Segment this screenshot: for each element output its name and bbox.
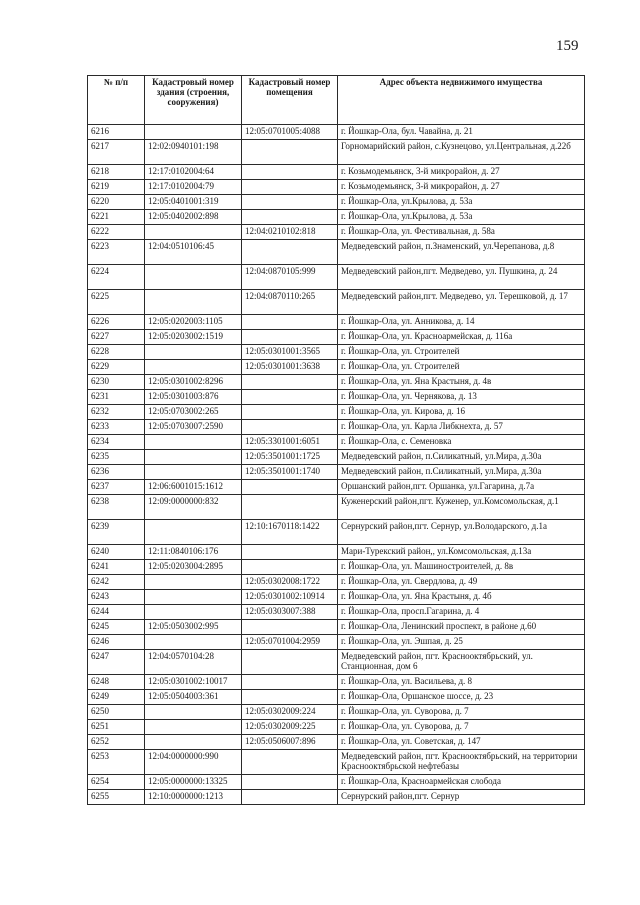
address-cell: г. Йошкар-Ола, Оршанское шоссе, д. 23 <box>338 690 585 705</box>
building-cadastral-cell <box>145 465 242 480</box>
room-cadastral-cell <box>242 495 338 520</box>
building-cadastral-cell: 12:06:6001015:1612 <box>145 480 242 495</box>
building-cadastral-cell <box>145 265 242 290</box>
building-cadastral-cell <box>145 360 242 375</box>
building-cadastral-cell: 12:05:0703002:265 <box>145 405 242 420</box>
row-number-cell: 6224 <box>88 265 145 290</box>
room-cadastral-cell <box>242 165 338 180</box>
row-number-cell: 6249 <box>88 690 145 705</box>
address-cell: г. Йошкар-Ола, Красноармейская слобода <box>338 775 585 790</box>
row-number-cell: 6230 <box>88 375 145 390</box>
room-cadastral-cell: 12:05:0302009:224 <box>242 705 338 720</box>
row-number-cell: 6248 <box>88 675 145 690</box>
room-cadastral-cell <box>242 180 338 195</box>
building-cadastral-cell <box>145 635 242 650</box>
room-cadastral-cell <box>242 375 338 390</box>
table-row <box>88 605 585 620</box>
room-cadastral-cell <box>242 560 338 575</box>
room-cadastral-cell <box>242 240 338 265</box>
room-cadastral-cell <box>242 315 338 330</box>
address-cell: г. Йошкар-Ола, ул. Строителей <box>338 360 585 375</box>
building-cadastral-cell: 12:05:0203004:2895 <box>145 560 242 575</box>
room-cadastral-cell: 12:05:3501001:1725 <box>242 450 338 465</box>
table-row <box>88 265 585 290</box>
header-building-cadastral: Кадастровый номер здания (строения, сооружения) <box>145 76 242 125</box>
row-number-cell: 6222 <box>88 225 145 240</box>
building-cadastral-cell <box>145 450 242 465</box>
room-cadastral-cell: 12:05:0302009:225 <box>242 720 338 735</box>
row-number-cell: 6229 <box>88 360 145 375</box>
table-row <box>88 210 585 225</box>
table-row <box>88 315 585 330</box>
room-cadastral-cell <box>242 420 338 435</box>
address-cell: Медведевский район, п.Силикатный, ул.Мира, д.30а <box>338 465 585 480</box>
table-row <box>88 390 585 405</box>
room-cadastral-cell: 12:05:0301001:3638 <box>242 360 338 375</box>
header-room-cadastral: Кадастровый номер помещения <box>242 76 338 125</box>
row-number-cell: 6228 <box>88 345 145 360</box>
table-row <box>88 720 585 735</box>
address-cell: Медведевский район, п.Силикатный, ул.Мира, д.30а <box>338 450 585 465</box>
table-row <box>88 705 585 720</box>
address-cell: г. Козьмодемьянск, 3-й микрорайон, д. 27 <box>338 165 585 180</box>
building-cadastral-cell: 12:05:0000000:13325 <box>145 775 242 790</box>
row-number-cell: 6232 <box>88 405 145 420</box>
building-cadastral-cell: 12:10:0000000:1213 <box>145 790 242 805</box>
header-address: Адрес объекта недвижимого имущества <box>338 76 585 125</box>
address-cell: г. Йошкар-Ола, ул. Анникова, д. 14 <box>338 315 585 330</box>
table-row <box>88 125 585 140</box>
building-cadastral-cell: 12:17:0102004:79 <box>145 180 242 195</box>
room-cadastral-cell: 12:04:0210102:818 <box>242 225 338 240</box>
table-row <box>88 675 585 690</box>
room-cadastral-cell <box>242 330 338 345</box>
table-row <box>88 290 585 315</box>
address-cell: Сернурский район,пгт. Сернур, ул.Володарского, д.1а <box>338 520 585 545</box>
room-cadastral-cell <box>242 650 338 675</box>
room-cadastral-cell: 12:05:3301001:6051 <box>242 435 338 450</box>
row-number-cell: 6238 <box>88 495 145 520</box>
row-number-cell: 6241 <box>88 560 145 575</box>
table-row <box>88 520 585 545</box>
building-cadastral-cell <box>145 225 242 240</box>
row-number-cell: 6236 <box>88 465 145 480</box>
table-row <box>88 435 585 450</box>
row-number-cell: 6251 <box>88 720 145 735</box>
building-cadastral-cell: 12:02:0940101:198 <box>145 140 242 165</box>
address-cell: Сернурский район,пгт. Сернур <box>338 790 585 805</box>
row-number-cell: 6235 <box>88 450 145 465</box>
table-row <box>88 360 585 375</box>
table-row <box>88 375 585 390</box>
room-cadastral-cell <box>242 390 338 405</box>
page-number: 159 <box>556 38 579 54</box>
row-number-cell: 6218 <box>88 165 145 180</box>
building-cadastral-cell: 12:05:0203002:1519 <box>145 330 242 345</box>
room-cadastral-cell <box>242 405 338 420</box>
address-cell: Горномарийский район, с.Кузнецово, ул.Центральная, д.22б <box>338 140 585 165</box>
row-number-cell: 6254 <box>88 775 145 790</box>
building-cadastral-cell <box>145 590 242 605</box>
table-row <box>88 650 585 675</box>
room-cadastral-cell: 12:05:0701005:4088 <box>242 125 338 140</box>
table-row <box>88 635 585 650</box>
row-number-cell: 6240 <box>88 545 145 560</box>
address-cell: г. Йошкар-Ола, ул. Суворова, д. 7 <box>338 705 585 720</box>
building-cadastral-cell <box>145 575 242 590</box>
building-cadastral-cell: 12:05:0202003:1105 <box>145 315 242 330</box>
address-cell: Медведевский район,пгт. Медведево, ул. Терешковой, д. 17 <box>338 290 585 315</box>
room-cadastral-cell <box>242 210 338 225</box>
header-number: № п/п <box>88 76 145 125</box>
address-cell: г. Йошкар-Ола, ул. Свердлова, д. 49 <box>338 575 585 590</box>
row-number-cell: 6216 <box>88 125 145 140</box>
table-row <box>88 560 585 575</box>
building-cadastral-cell: 12:09:0000000:832 <box>145 495 242 520</box>
row-number-cell: 6246 <box>88 635 145 650</box>
address-cell: г. Йошкар-Ола, ул. Кирова, д. 16 <box>338 405 585 420</box>
row-number-cell: 6223 <box>88 240 145 265</box>
address-cell: г. Йошкар-Ола, ул. Эшпая, д. 25 <box>338 635 585 650</box>
building-cadastral-cell: 12:05:0401001:319 <box>145 195 242 210</box>
address-cell: г. Йошкар-Ола, ул. Яна Крастыня, д. 4б <box>338 590 585 605</box>
building-cadastral-cell: 12:05:0301002:10017 <box>145 675 242 690</box>
building-cadastral-cell: 12:04:0510106:45 <box>145 240 242 265</box>
room-cadastral-cell: 12:05:0303007:388 <box>242 605 338 620</box>
building-cadastral-cell: 12:05:0504003:361 <box>145 690 242 705</box>
room-cadastral-cell <box>242 690 338 705</box>
address-cell: г. Козьмодемьянск, 3-й микрорайон, д. 27 <box>338 180 585 195</box>
address-cell: Куженерский район,пгт. Куженер, ул.Комсомольская, д.1 <box>338 495 585 520</box>
address-cell: Медведевский район, пгт. Красноoктябрьский, на территории Красноoктябрьской нефтебазы <box>338 750 585 775</box>
table-row <box>88 405 585 420</box>
building-cadastral-cell <box>145 125 242 140</box>
room-cadastral-cell <box>242 775 338 790</box>
building-cadastral-cell <box>145 605 242 620</box>
row-number-cell: 6245 <box>88 620 145 635</box>
row-number-cell: 6239 <box>88 520 145 545</box>
table-row <box>88 790 585 805</box>
row-number-cell: 6225 <box>88 290 145 315</box>
table-row <box>88 620 585 635</box>
room-cadastral-cell: 12:05:0506007:896 <box>242 735 338 750</box>
table-row <box>88 750 585 775</box>
table-header-row <box>88 76 585 125</box>
row-number-cell: 6237 <box>88 480 145 495</box>
table-row <box>88 345 585 360</box>
address-cell: Оршанский район,пгт. Оршанка, ул.Гагарина, д.7а <box>338 480 585 495</box>
address-cell: г. Йошкар-Ола, ул. Советская, д. 147 <box>338 735 585 750</box>
row-number-cell: 6217 <box>88 140 145 165</box>
address-cell: г. Йошкар-Ола, с. Семеновка <box>338 435 585 450</box>
building-cadastral-cell: 12:05:0301002:8296 <box>145 375 242 390</box>
property-registry-table <box>87 75 585 805</box>
building-cadastral-cell <box>145 735 242 750</box>
row-number-cell: 6250 <box>88 705 145 720</box>
address-cell: г. Йошкар-Ола, ул. Строителей <box>338 345 585 360</box>
row-number-cell: 6219 <box>88 180 145 195</box>
row-number-cell: 6220 <box>88 195 145 210</box>
table-row <box>88 690 585 705</box>
room-cadastral-cell <box>242 675 338 690</box>
address-cell: г. Йошкар-Ола, ул.Крылова, д. 53а <box>338 210 585 225</box>
address-cell: Медведевский район, п.Знаменский, ул.Черепанова, д.8 <box>338 240 585 265</box>
row-number-cell: 6221 <box>88 210 145 225</box>
building-cadastral-cell: 12:04:0570104:28 <box>145 650 242 675</box>
table-row <box>88 165 585 180</box>
address-cell: г. Йошкар-Ола, просп.Гагарина, д. 4 <box>338 605 585 620</box>
table-row <box>88 180 585 195</box>
row-number-cell: 6234 <box>88 435 145 450</box>
building-cadastral-cell: 12:05:0402002:898 <box>145 210 242 225</box>
table-row <box>88 545 585 560</box>
table-body <box>88 125 585 805</box>
building-cadastral-cell: 12:05:0503002:995 <box>145 620 242 635</box>
address-cell: г. Йошкар-Ола, ул. Суворова, д. 7 <box>338 720 585 735</box>
address-cell: г. Йошкар-Ола, ул.Крылова, д. 53а <box>338 195 585 210</box>
room-cadastral-cell <box>242 480 338 495</box>
address-cell: г. Йошкар-Ола, ул. Карла Либкнехта, д. 57 <box>338 420 585 435</box>
room-cadastral-cell <box>242 140 338 165</box>
table-row <box>88 420 585 435</box>
table-row <box>88 225 585 240</box>
table-row <box>88 240 585 265</box>
address-cell: г. Йошкар-Ола, ул. Яна Крастыня, д. 4в <box>338 375 585 390</box>
row-number-cell: 6226 <box>88 315 145 330</box>
row-number-cell: 6255 <box>88 790 145 805</box>
address-cell: Медведевский район, пгт. Красноoктябрьский, ул. Станционная, дом 6 <box>338 650 585 675</box>
room-cadastral-cell: 12:04:0870105:999 <box>242 265 338 290</box>
table-row <box>88 775 585 790</box>
table-row <box>88 450 585 465</box>
room-cadastral-cell: 12:05:0302008:1722 <box>242 575 338 590</box>
address-cell: г. Йошкар-Ола, ул. Фестивальная, д. 58а <box>338 225 585 240</box>
row-number-cell: 6242 <box>88 575 145 590</box>
address-cell: г. Йошкар-Ола, Ленинский проспект, в районе д.60 <box>338 620 585 635</box>
table-row <box>88 575 585 590</box>
row-number-cell: 6244 <box>88 605 145 620</box>
address-cell: г. Йошкар-Ола, бул. Чавайна, д. 21 <box>338 125 585 140</box>
building-cadastral-cell: 12:05:0703007:2590 <box>145 420 242 435</box>
building-cadastral-cell: 12:04:0000000:990 <box>145 750 242 775</box>
room-cadastral-cell: 12:10:1670118:1422 <box>242 520 338 545</box>
address-cell: г. Йошкар-Ола, ул. Чернякова, д. 13 <box>338 390 585 405</box>
room-cadastral-cell: 12:05:0701004:2959 <box>242 635 338 650</box>
table-row <box>88 735 585 750</box>
address-cell: г. Йошкар-Ола, ул. Машиностроителей, д. 8в <box>338 560 585 575</box>
row-number-cell: 6252 <box>88 735 145 750</box>
row-number-cell: 6247 <box>88 650 145 675</box>
address-cell: г. Йошкар-Ола, ул. Васильева, д. 8 <box>338 675 585 690</box>
building-cadastral-cell <box>145 435 242 450</box>
address-cell: Мари-Турекский район,, ул.Комсомольская, д.13а <box>338 545 585 560</box>
table-row <box>88 140 585 165</box>
address-cell: Медведевский район,пгт. Медведево, ул. Пушкина, д. 24 <box>338 265 585 290</box>
room-cadastral-cell <box>242 750 338 775</box>
building-cadastral-cell: 12:11:0840106:176 <box>145 545 242 560</box>
table-row <box>88 195 585 210</box>
row-number-cell: 6243 <box>88 590 145 605</box>
room-cadastral-cell <box>242 790 338 805</box>
room-cadastral-cell: 12:05:0301002:10914 <box>242 590 338 605</box>
building-cadastral-cell <box>145 520 242 545</box>
row-number-cell: 6227 <box>88 330 145 345</box>
table-row <box>88 480 585 495</box>
room-cadastral-cell: 12:05:0301001:3565 <box>242 345 338 360</box>
room-cadastral-cell <box>242 620 338 635</box>
table-row <box>88 465 585 480</box>
row-number-cell: 6233 <box>88 420 145 435</box>
building-cadastral-cell: 12:05:0301003:876 <box>145 390 242 405</box>
table-row <box>88 330 585 345</box>
building-cadastral-cell <box>145 290 242 315</box>
address-cell: г. Йошкар-Ола, ул. Красноармейская, д. 116а <box>338 330 585 345</box>
table-row <box>88 495 585 520</box>
room-cadastral-cell: 12:04:0870110:265 <box>242 290 338 315</box>
building-cadastral-cell <box>145 705 242 720</box>
table-row <box>88 590 585 605</box>
building-cadastral-cell: 12:17:0102004:64 <box>145 165 242 180</box>
room-cadastral-cell <box>242 545 338 560</box>
row-number-cell: 6231 <box>88 390 145 405</box>
room-cadastral-cell: 12:05:3501001:1740 <box>242 465 338 480</box>
row-number-cell: 6253 <box>88 750 145 775</box>
room-cadastral-cell <box>242 195 338 210</box>
building-cadastral-cell <box>145 720 242 735</box>
building-cadastral-cell <box>145 345 242 360</box>
